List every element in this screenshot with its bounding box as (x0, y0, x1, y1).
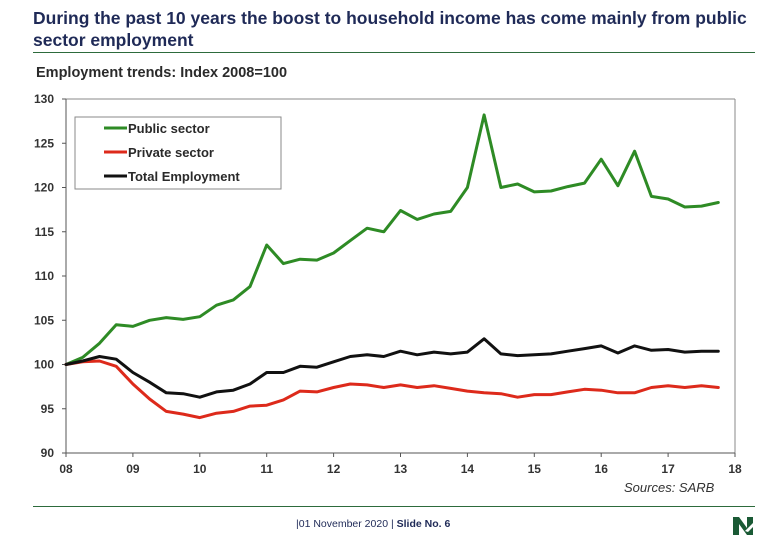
x-tick-label: 12 (326, 462, 341, 476)
y-tick-label: 100 (33, 357, 54, 372)
slide-footer (296, 518, 450, 530)
x-tick-label: 16 (594, 462, 608, 476)
y-tick-label: 105 (33, 313, 54, 328)
bank-logo-icon (731, 514, 755, 538)
footer-slide-number: Slide No. 6 (396, 518, 451, 530)
x-tick-label: 13 (393, 462, 408, 476)
x-tick-label: 15 (527, 462, 541, 476)
page-headline: During the past 10 years the boost to household income has come mainly from public sector employment (33, 8, 747, 50)
series-line-private-sector (66, 361, 718, 418)
footer-date: |01 November 2020 | (296, 518, 397, 530)
x-tick-label: 14 (460, 462, 475, 476)
x-tick-label: 17 (661, 462, 675, 476)
legend-label: Public sector (128, 121, 210, 136)
y-tick-label: 115 (34, 224, 54, 239)
series-line-total-employment (66, 339, 718, 397)
y-tick-label: 125 (33, 136, 54, 151)
y-tick-label: 95 (40, 401, 54, 416)
source-note: Sources: SARB (624, 480, 715, 495)
x-tick-label: 10 (193, 462, 207, 476)
x-tick-label: 09 (126, 462, 140, 476)
footer-divider (33, 506, 755, 507)
y-tick-label: 120 (33, 180, 54, 195)
y-tick-label: 90 (40, 446, 54, 460)
legend-label: Total Employment (128, 169, 240, 184)
x-tick-label: 18 (728, 462, 742, 476)
y-tick-label: 130 (33, 92, 54, 106)
y-tick-label: 110 (34, 269, 54, 283)
x-tick-label: 08 (59, 462, 73, 476)
x-tick-label: 11 (260, 462, 274, 476)
chart-title: Employment trends: Index 2008=100 (36, 65, 288, 81)
legend-label: Private sector (128, 145, 214, 160)
